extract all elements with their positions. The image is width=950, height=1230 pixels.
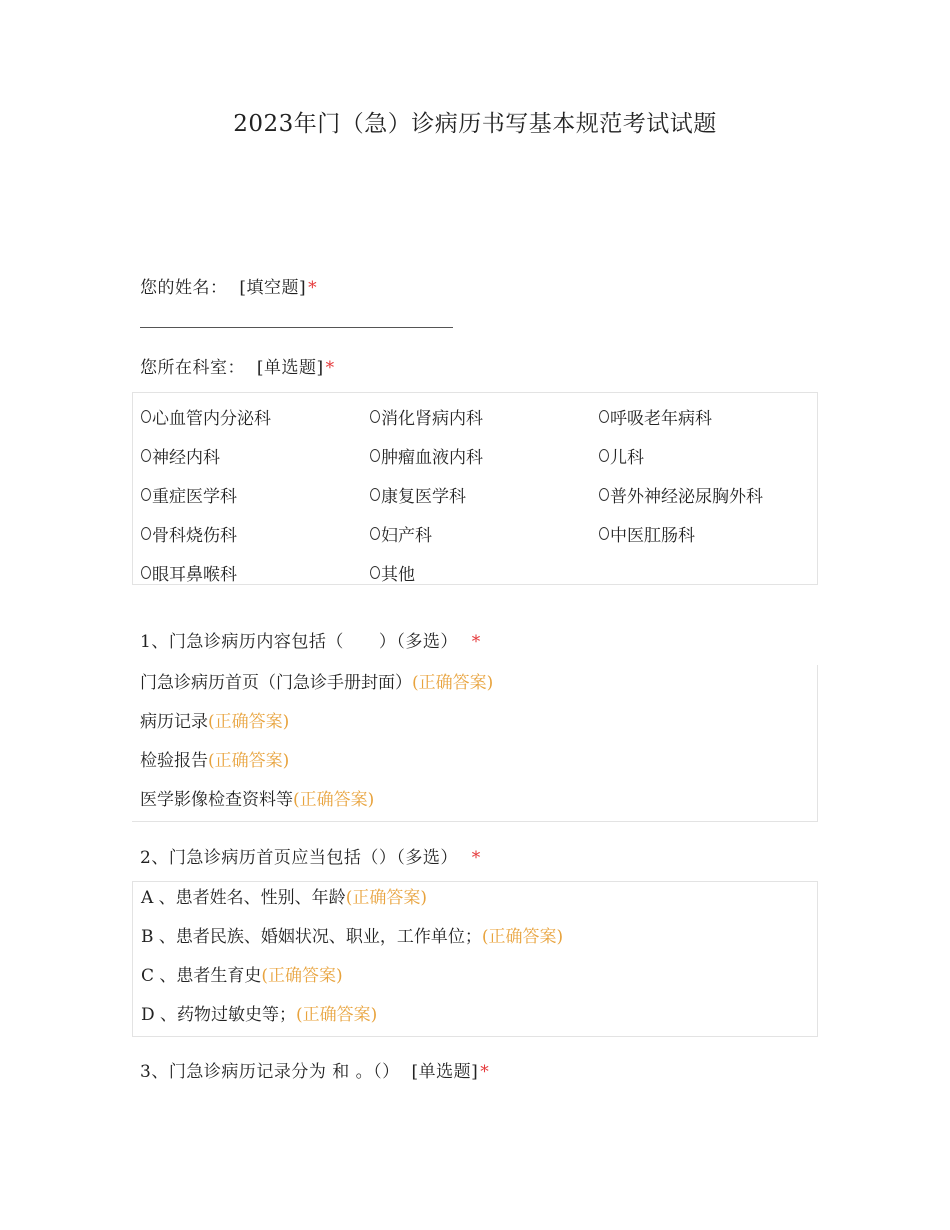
radio-button-icon[interactable] bbox=[141, 449, 151, 462]
dept-option-label: 儿科 bbox=[610, 448, 644, 468]
dept-option-label: 其他 bbox=[381, 565, 415, 585]
dept-option[interactable] bbox=[141, 514, 370, 553]
radio-button-icon[interactable] bbox=[370, 527, 380, 540]
correct-answer-mark: (正确答案) bbox=[296, 1005, 378, 1025]
dept-option-label: 肿瘤血液内科 bbox=[381, 448, 483, 468]
q2-answer-list bbox=[141, 879, 563, 1035]
correct-answer-mark: (正确答案) bbox=[208, 712, 290, 732]
dept-option-label: 妇产科 bbox=[381, 526, 432, 546]
dept-option-label: 骨科烧伤科 bbox=[152, 526, 237, 546]
answer-text: A 、患者姓名、性别、年龄 bbox=[141, 888, 346, 908]
radio-button-icon[interactable] bbox=[370, 488, 380, 501]
radio-button-icon[interactable] bbox=[370, 410, 380, 423]
question-label: 您的姓名： bbox=[140, 278, 228, 298]
question-label: 您所在科室： bbox=[140, 358, 245, 378]
required-marker: * bbox=[471, 848, 481, 868]
correct-answer-mark: (正确答案) bbox=[481, 927, 564, 947]
dept-option-label: 呼吸老年病科 bbox=[610, 409, 712, 429]
dept-option[interactable] bbox=[370, 397, 599, 436]
answer-option[interactable] bbox=[141, 879, 563, 918]
radio-button-icon[interactable] bbox=[141, 527, 151, 540]
name-input[interactable] bbox=[140, 327, 453, 328]
q1-answer-list bbox=[140, 664, 493, 820]
dept-option-label: 重症医学科 bbox=[152, 487, 237, 507]
question-3 bbox=[140, 1057, 489, 1082]
name-question bbox=[140, 273, 317, 298]
dept-option-label: 普外神经泌尿胸外科 bbox=[610, 487, 763, 507]
question-type-tag: [填空题] bbox=[239, 278, 307, 298]
question-type-tag: [单选题] bbox=[411, 1062, 479, 1082]
q1-answers-box bbox=[132, 665, 818, 822]
dept-options-grid bbox=[141, 397, 819, 592]
question-label: 3、门急诊病历记录分为 和 。（） bbox=[140, 1062, 400, 1082]
radio-button-icon[interactable] bbox=[141, 488, 151, 501]
radio-button-icon[interactable] bbox=[599, 410, 609, 423]
radio-button-icon[interactable] bbox=[370, 566, 380, 579]
answer-text: B 、患者民族、婚姻状况、职业，工作单位； bbox=[141, 927, 482, 947]
answer-text: 门急诊病历首页（门急诊手册封面） bbox=[140, 673, 412, 693]
dept-option[interactable] bbox=[599, 436, 819, 475]
answer-option[interactable] bbox=[141, 957, 563, 996]
dept-option-label: 康复医学科 bbox=[381, 487, 466, 507]
answer-text: 检验报告 bbox=[140, 751, 208, 771]
correct-answer-mark: (正确答案) bbox=[261, 966, 343, 986]
correct-answer-mark: (正确答案) bbox=[345, 888, 427, 908]
correct-answer-mark: (正确答案) bbox=[412, 673, 494, 693]
dept-option-label: 眼耳鼻喉科 bbox=[152, 565, 237, 585]
required-marker: * bbox=[308, 278, 318, 298]
answer-option[interactable] bbox=[141, 996, 563, 1035]
dept-option-label: 中医肛肠科 bbox=[610, 526, 695, 546]
question-type-tag: [单选题] bbox=[256, 358, 324, 378]
correct-answer-mark: (正确答案) bbox=[293, 790, 375, 810]
answer-text: C 、患者生育史 bbox=[141, 966, 262, 986]
dept-option[interactable] bbox=[141, 475, 370, 514]
answer-option[interactable] bbox=[140, 664, 493, 703]
question-2 bbox=[140, 843, 481, 868]
dept-question bbox=[140, 353, 335, 378]
dept-option[interactable] bbox=[370, 553, 599, 592]
q2-answers-box bbox=[132, 881, 818, 1037]
dept-option-label: 神经内科 bbox=[152, 448, 220, 468]
dept-option[interactable] bbox=[370, 436, 599, 475]
radio-button-icon[interactable] bbox=[370, 449, 380, 462]
radio-button-icon[interactable] bbox=[599, 449, 609, 462]
correct-answer-mark: (正确答案) bbox=[208, 751, 290, 771]
dept-option[interactable] bbox=[141, 397, 370, 436]
dept-option[interactable] bbox=[599, 475, 819, 514]
dept-option[interactable] bbox=[599, 397, 819, 436]
answer-text: 病历记录 bbox=[140, 712, 208, 732]
answer-option[interactable] bbox=[140, 781, 493, 820]
dept-option-label: 消化肾病内科 bbox=[381, 409, 483, 429]
page-title: 2023年门（急）诊病历书写基本规范考试试题 bbox=[233, 111, 717, 137]
required-marker: * bbox=[471, 632, 481, 652]
answer-option[interactable] bbox=[140, 742, 493, 781]
required-marker: * bbox=[325, 358, 335, 378]
dept-option-label: 心血管内分泌科 bbox=[152, 409, 271, 429]
question-label: 2、门急诊病历首页应当包括（）（多选） bbox=[140, 848, 458, 868]
answer-option[interactable] bbox=[140, 703, 493, 742]
answer-text: 医学影像检查资料等 bbox=[140, 790, 293, 810]
radio-button-icon[interactable] bbox=[141, 566, 151, 579]
dept-option[interactable] bbox=[141, 436, 370, 475]
dept-options-box bbox=[132, 392, 818, 585]
question-label: 1、门急诊病历内容包括（ ）（多选） bbox=[140, 632, 458, 652]
dept-option[interactable] bbox=[370, 514, 599, 553]
radio-button-icon[interactable] bbox=[141, 410, 151, 423]
required-marker: * bbox=[480, 1062, 490, 1082]
radio-button-icon[interactable] bbox=[599, 527, 609, 540]
radio-button-icon[interactable] bbox=[599, 488, 609, 501]
dept-option[interactable] bbox=[141, 553, 370, 592]
question-1 bbox=[140, 627, 481, 652]
dept-option[interactable] bbox=[599, 514, 819, 553]
answer-text: D 、药物过敏史等； bbox=[141, 1005, 297, 1025]
answer-option[interactable] bbox=[141, 918, 563, 957]
dept-option[interactable] bbox=[370, 475, 599, 514]
